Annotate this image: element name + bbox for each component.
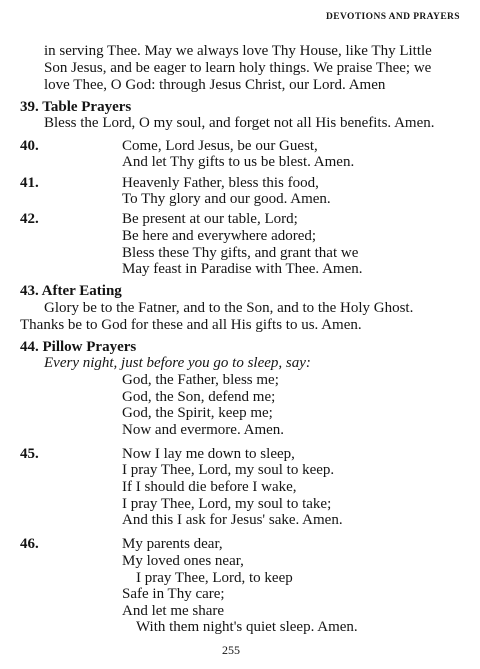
prayer-number-41: 41.: [20, 174, 39, 191]
prayer-line: I pray Thee, Lord, to keep: [136, 569, 293, 586]
prayer-line: I pray Thee, Lord, my soul to keep.: [122, 462, 335, 479]
prayer-line: Thanks be to God for these and all His gifts to us. Amen.: [20, 316, 362, 333]
intro-line: love Thee, O God: through Jesus Christ, our Lord. Amen: [44, 76, 386, 93]
intro-line: in serving Thee. May we always love Thy House, like Thy Little: [44, 43, 432, 60]
intro-line: Son Jesus, and be eager to learn holy things. We praise Thee; we: [44, 60, 432, 77]
prayer-line: Now I lay me down to sleep,: [122, 445, 295, 462]
prayer-line: Now and evermore. Amen.: [122, 421, 285, 438]
prayer-line: Glory be to the Fatner, and to the Son, and to the Holy Ghost.: [44, 300, 414, 317]
prayer-line: Be here and everywhere adored;: [122, 228, 317, 245]
prayer-line: Be present at our table, Lord;: [122, 211, 298, 228]
prayer-line: Safe in Thy care;: [122, 586, 225, 603]
prayer-line: To Thy glory and our good. Amen.: [122, 191, 331, 208]
prayer-line: May feast in Paradise with Thee. Amen.: [122, 261, 363, 278]
prayer-line: Bless the Lord, O my soul, and forget not all His benefits. Amen.: [44, 115, 435, 132]
prayer-instruction: Every night, just before you go to sleep, say:: [44, 355, 311, 372]
prayer-line: God, the Father, bless me;: [122, 372, 279, 389]
prayer-line: My loved ones near,: [122, 552, 244, 569]
prayer-line: And let Thy gifts to us be blest. Amen.: [122, 154, 355, 171]
prayer-line: If I should die before I wake,: [122, 479, 297, 496]
prayer-line: And this I ask for Jesus' sake. Amen.: [122, 512, 343, 529]
section-heading-39: 39. Table Prayers: [20, 98, 132, 115]
prayer-number-46: 46.: [20, 536, 39, 553]
prayer-number-45: 45.: [20, 445, 39, 462]
prayer-line: Bless these Thy gifts, and grant that we: [122, 244, 359, 261]
page-number: 255: [222, 643, 240, 657]
prayer-number-40: 40.: [20, 137, 39, 154]
prayer-line: My parents dear,: [122, 536, 223, 553]
prayer-line: God, the Spirit, keep me;: [122, 405, 273, 422]
prayer-line: Heavenly Father, bless this food,: [122, 174, 319, 191]
prayer-line: God, the Son, defend me;: [122, 388, 276, 405]
prayer-line: I pray Thee, Lord, my soul to take;: [122, 495, 332, 512]
section-heading-44: 44. Pillow Prayers: [20, 338, 137, 355]
running-header: DEVOTIONS AND PRAYERS: [325, 12, 460, 22]
prayer-line: With them night's quiet sleep. Amen.: [136, 619, 358, 636]
prayer-line: And let me share: [122, 602, 225, 619]
prayer-number-42: 42.: [20, 211, 39, 228]
prayer-line: Come, Lord Jesus, be our Guest,: [122, 137, 318, 154]
section-heading-43: 43. After Eating: [20, 283, 122, 300]
